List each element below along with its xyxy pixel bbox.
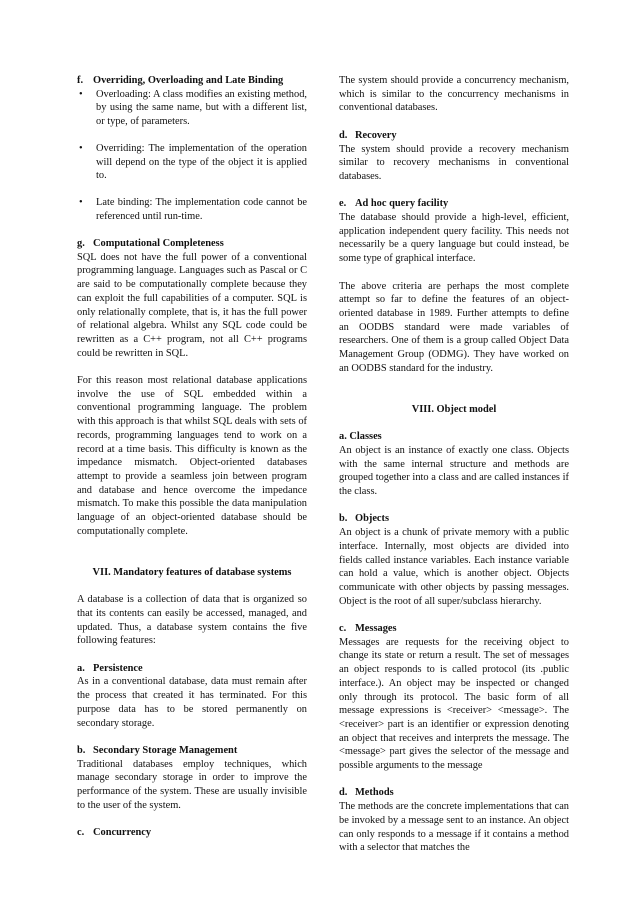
objects-heading: b. Objects: [339, 513, 390, 525]
section-viii-title: VIII. Object model: [411, 403, 497, 415]
paragraph: As in a conventional database, data must remain after the process that created it has terminated. For this purpose data has to be stored permanently on secondary storage.: [77, 676, 307, 729]
methods-heading: d. Methods: [339, 787, 394, 799]
paragraph: The system should provide a concurrency mechanism, which is similar to the concurrency mechanisms in conventional databases.: [339, 75, 569, 114]
paragraph: The database should provide a high-level, efficient, application independent query facility. This needs not necessarily be a query language but could instead, be some type of graphical interface.: [339, 212, 569, 265]
bullet-item: • Overriding: The implementation of the operation will depend on the type of the object it is applied to.: [79, 142, 307, 182]
section-f-heading: f. Overriding, Overloading and Late Binding: [77, 75, 284, 86]
bullet-icon: •: [79, 196, 83, 208]
bullet-icon: •: [79, 142, 83, 154]
section-a-heading: a. Persistence: [77, 662, 143, 674]
paragraph: Traditional databases employ techniques, which manage secondary storage in order to improve the performance of the system. These are usually invisible to the user of the system.: [77, 758, 307, 811]
paragraph: Messages are requests for the receiving object to change its state or return a result. The set of messages an object responds to is called protocol (its .public interface.). An object may be inspected or changed only through its protocol. The basic form of all message expressions is <receiver> <message>. The <receiver> part is an identifier or expression denoting an object that receives and interprets the message. The <message> part gives the selector of the message and possible arguments to the message: [339, 636, 569, 772]
paragraph: The system should provide a recovery mechanism similar to recovery mechanisms in conventional databases.: [339, 143, 569, 182]
section-b-heading: b. Secondary Storage Management: [77, 744, 238, 756]
section-vii-title: VII. Mandatory features of database systems: [92, 566, 292, 578]
section-c-heading: c. Concurrency: [77, 827, 152, 839]
paragraph: The above criteria are perhaps the most complete attempt so far to define the features of an object-oriented database in 1989. Further attempts to define an OODBS standard were made variables of researchers. One of them is a group called Object Data Management Group (ODMG). They have worked on an OODBS standard for the industry.: [339, 280, 569, 374]
paragraph: SQL does not have the full power of a conventional programming language. Languages such as Pascal or C are said to be computationally complete because they can exploit the full capabilities of a computer. SQL is only relationally complete, that is, it has the full power of relational algebra. Whilst any SQL code could be rewritten as a C++ program, not all C++ programs could be rewritten in SQL.: [77, 251, 307, 359]
paragraph: An object is a chunk of private memory with a public interface. Internally, most objects are divided into fields called instance variables. Each instance variable can hold a value, which is another object. Objects communicate with other objects by passing messages. Object is the root of all super/subclass hierarchy.: [339, 527, 569, 607]
paragraph: An object is an instance of exactly one class. Objects with the same internal structure and methods are grouped together into a class and are called instances if the class.: [339, 444, 569, 497]
bullet-item: • Overloading: A class modifies an existing method, by using the same name, but with a different list, or type, of parameters.: [79, 88, 307, 128]
section-e-heading: e. Ad hoc query facility: [339, 198, 449, 210]
right-column: [339, 74, 569, 855]
bullet-list: [77, 88, 307, 224]
bullet-item: • Late binding: The implementation code cannot be referenced until run-time.: [79, 196, 307, 222]
left-column: [77, 74, 307, 840]
paragraph: For this reason most relational database applications involve the use of SQL embedded within a conventional programming language. The problem with this approach is that whilst SQL deals with sets of records, programming languages tend to work on a record at a time basis. This difficulty is known as the impedance mismatch. Object-oriented databases attempt to provide a seamless join between program and database and hence overcome the impedance mismatch. To make this possible the data manipulation language of an object-oriented database should be computationally complete.: [77, 375, 307, 537]
section-d-heading: d. Recovery: [339, 129, 397, 141]
classes-heading: a. Classes: [339, 431, 382, 443]
messages-heading: c. Messages: [339, 623, 397, 634]
bullet-icon: •: [79, 88, 83, 100]
paragraph: A database is a collection of data that is organized so that its contents can easily be accessed, managed, and updated. Thus, a database system contains the five following features:: [77, 594, 307, 647]
paragraph: The methods are the concrete implementations that can be invoked by a message sent to an instance. An object can only responds to a message if it contains a method with a selector that matches the: [339, 801, 569, 854]
section-g-heading: g. Computational Completeness: [77, 238, 224, 250]
